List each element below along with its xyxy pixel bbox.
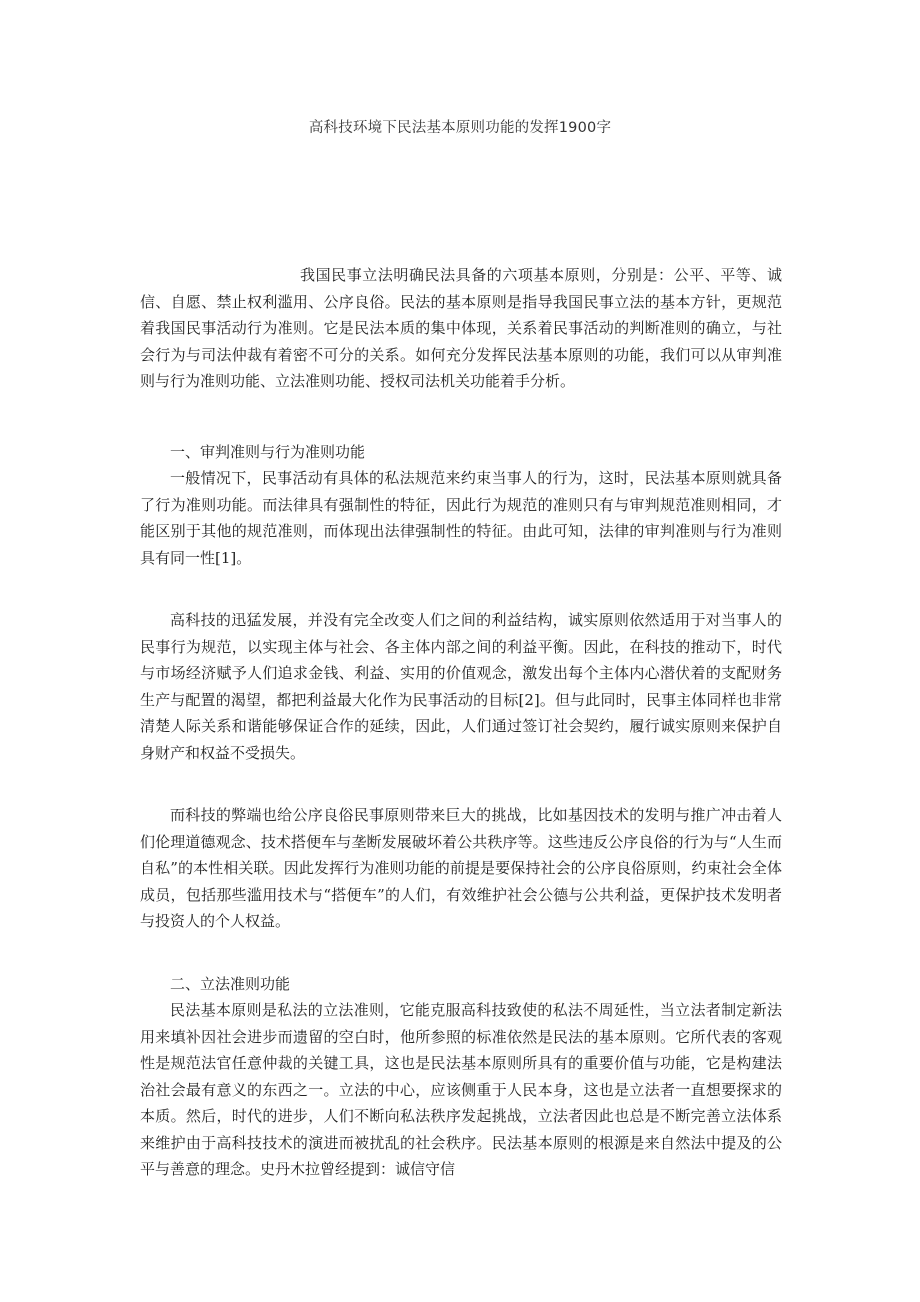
intro-paragraph: 我国民事立法明确民法具备的六项基本原则，分别是：公平、平等、诚信、自愿、禁止权利滥用、公序良俗。民法的基本原则是指导我国民事立法的基本方针，更规范着我国民事活动行为准则。它是民法本质的集中体现，关系着民事活动的判断准则的确立，与社会行为与司法仲裁有着密不可分的关系。如何充分发挥民法基本原则的功能，我们可以从审判准则与行为准则功能、立法准则功能、授权司法机关功能着手分析。 bbox=[140, 266, 782, 390]
spacer bbox=[140, 571, 782, 607]
section-1-heading: 一、审判准则与行为准则功能 bbox=[170, 442, 366, 461]
document-body bbox=[140, 262, 782, 1183]
spacer bbox=[140, 935, 782, 971]
document-title: 高科技环境下民法基本原则功能的发挥1900字 bbox=[308, 120, 612, 136]
section-1-paragraph-2: 高科技的迅猛发展，并没有完全改变人们之间的利益结构，诚实原则依然适用于对当事人的民事行为规范，以实现主体与社会、各主体内部之间的利益平衡。因此，在科技的推动下，时代与市场经济赋予人们追求金钱、利益、实用的价值观念，激发出每个主体内心潜伏着的支配财务生产与配置的渴望，都把利益最大化作为民事活动的目标[2]。但与此同时，民事主体同样也非常清楚人际关系和谐能够保证合作的延续，因此，人们通过签订社会契约，履行诚实原则来保护自身财产和权益不受损失。 bbox=[140, 611, 782, 762]
spacer bbox=[140, 395, 782, 439]
section-2-paragraph-1: 民法基本原则是私法的立法准则，它能克服高科技致使的私法不周延性，当立法者制定新法用来填补因社会进步而遗留的空白时，他所参照的标准依然是民法的基本原则。它所代表的客观性是规范法官任意仲裁的关键工具，这也是民法基本原则所具有的重要价值与功能，它是构建法治社会最有意义的东西之一。立法的中心，应该侧重于人民本身，这也是立法者一直想要探求的本质。然后，时代的进步，人们不断向私法秩序发起挑战，立法者因此也总是不断完善立法体系来维护由于高科技技术的演进而被扰乱的社会秩序。民法基本原则的根源是来自然法中提及的公平与善意的理念。史丹木拉曾经提到：诚信守信 bbox=[140, 1001, 782, 1178]
section-1-paragraph-1: 一般情况下，民事活动有具体的私法规范来约束当事人的行为，这时，民法基本原则就具备了行为准则功能。而法律具有强制性的特征，因此行为规范的准则只有与审判规范准则相同，才能区别于其他的规范准则，而体现出法律强制性的特征。由此可知，法律的审判准则与行为准则具有同一性[1]。 bbox=[140, 469, 782, 567]
spacer bbox=[140, 766, 782, 802]
section-2-heading: 二、立法准则功能 bbox=[170, 974, 291, 993]
section-1-paragraph-3: 而科技的弊端也给公序良俗民事原则带来巨大的挑战，比如基因技术的发明与推广冲击着人们伦理道德观念、技术搭便车与垄断发展破坏着公共秩序等。这些违反公序良俗的行为与“人生而自私”的本性相关联。因此发挥行为准则功能的前提是要保持社会的公序良俗原则，约束社会全体成员，包括那些滥用技术与“搭便车”的人们，有效维护社会公德与公共利益，更保护技术发明者与投资人的个人权益。 bbox=[140, 806, 782, 930]
